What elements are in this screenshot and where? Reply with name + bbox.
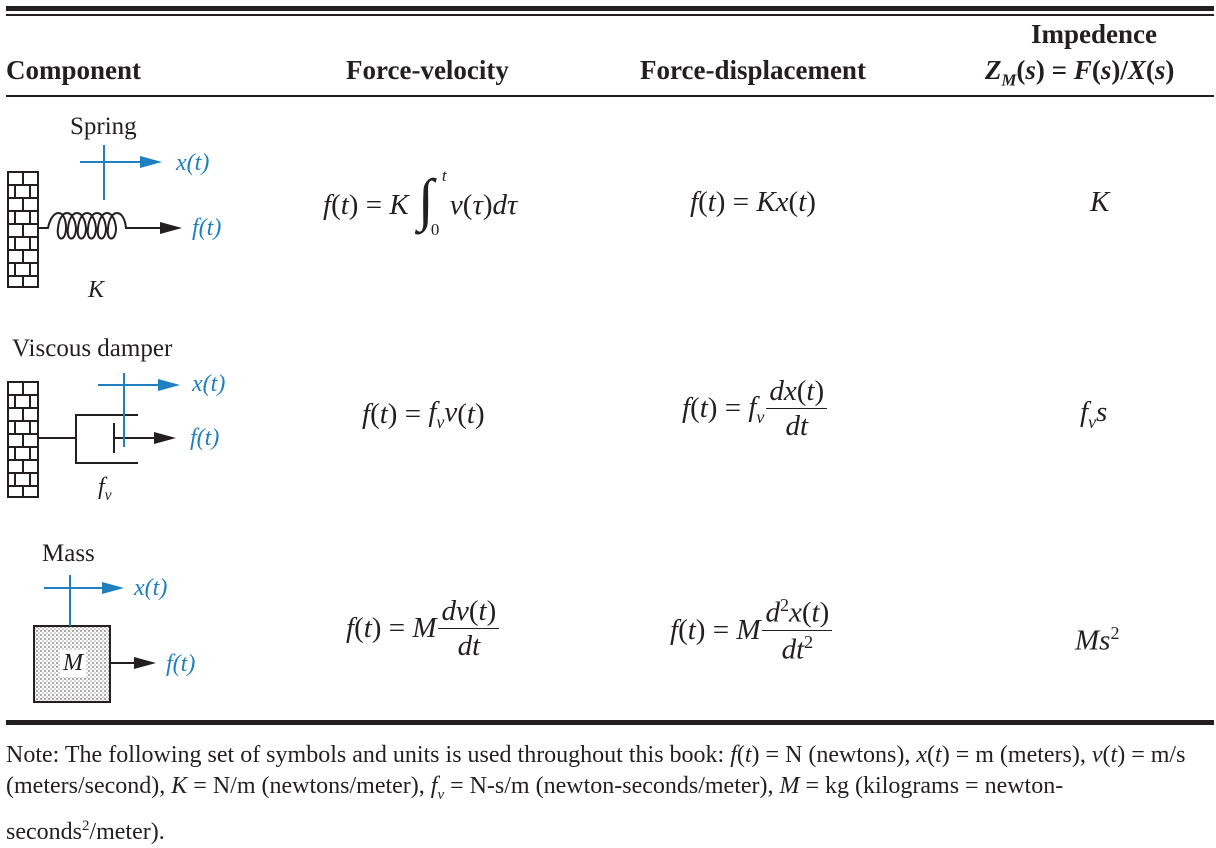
spring-impedance: K [1090, 186, 1110, 218]
spring-f-label: f(t) [192, 215, 222, 241]
mass-x-label: x(t) [134, 575, 168, 601]
spring-symbol: K [88, 277, 105, 303]
damper-force-velocity: f ( t ) = $f_vv$ ( t ) [362, 396, 485, 432]
mass-impedance: Ms$^2$ [1075, 623, 1120, 657]
header-impedance-title: Impedence [1031, 19, 1157, 49]
damper-impedance: $f_vs$ [1080, 396, 1108, 432]
wall-icon [8, 382, 38, 497]
spring-force-displacement: f ( t ) = Kx ( t ) [690, 186, 816, 218]
mass-diagram [0, 570, 260, 710]
displacement-arrow-icon [158, 379, 180, 391]
mass-f-label: f(t) [166, 651, 196, 677]
displacement-arrow-icon [140, 156, 162, 168]
header-impedance-formula: $Z_M(s) = F(s)/X(s)$ [985, 55, 1175, 90]
header-rule [6, 95, 1214, 97]
displacement-arrow-icon [102, 582, 124, 594]
damper-x-label: x(t) [192, 371, 226, 397]
top-rule-thin [6, 14, 1214, 16]
header-force-velocity: Force-velocity [346, 55, 509, 85]
header-component: Component [6, 55, 142, 85]
damper-label: Viscous damper [12, 335, 173, 362]
damper-f-label: f(t) [190, 425, 220, 451]
wall-icon [8, 172, 38, 287]
force-arrow-icon [160, 222, 182, 234]
spring-x-label: x(t) [176, 150, 210, 176]
mass-force-displacement: f ( t ) = M $\frac{d^2x(t)}{dt^2}$ [670, 596, 834, 665]
bottom-rule [6, 720, 1214, 725]
spring-force-velocity: f ( t ) = K ∫ t 0 v ( τ ) dτ [323, 166, 518, 239]
header-force-displacement: Force-displacement [640, 55, 866, 85]
spring-coil-icon [38, 213, 150, 239]
damper-force-displacement: f ( t ) = $f_v$ $\frac{dx(t)}{dt}$ [682, 376, 829, 442]
force-arrow-icon [154, 432, 176, 444]
force-arrow-icon [134, 657, 156, 669]
mass-force-velocity: f ( t ) = M $\frac{dv(t)}{dt}$ [346, 596, 501, 662]
top-rule [6, 6, 1214, 11]
damper-symbol: $f_v$ [98, 474, 112, 504]
mass-symbol: M [60, 650, 86, 677]
spring-label: Spring [70, 113, 137, 140]
mass-label: Mass [42, 540, 95, 567]
units-note: Note: The following set of symbols and units is used throughout this book: f(t) = N (newtons), x(t) = m (meters), v(t) = m/s (meters/second), K = N/m (newtons/meter), $f_v = N-s/m$ (newton-seconds/meter), M = kg (kilograms = newton-seconds$^2$/meter). [6, 742, 1186, 845]
dashpot-icon [38, 415, 160, 463]
